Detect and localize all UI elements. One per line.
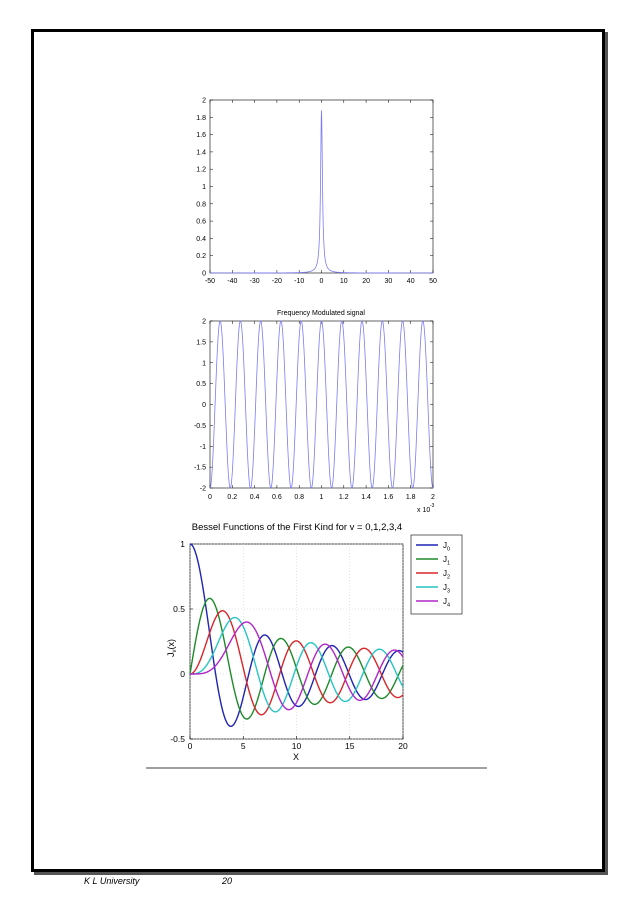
chart-bessel-xtick-label: 0 (187, 741, 193, 751)
chart-bessel-ytick-label: 0 (180, 669, 185, 679)
chart-bessel-title: Bessel Functions of the First Kind for v = 0,1,2,3,4 (191, 522, 403, 533)
chart-fm-title: Frequency Modulated signal (277, 310, 365, 317)
chart-fm-xtick-label: 1 (319, 494, 324, 501)
chart-bessel-ytick-label: 1 (180, 539, 185, 549)
chart-bessel-legend-box (411, 535, 462, 614)
chart-fm-ytick-label: 1.5 (196, 339, 206, 347)
chart-spectrum-ytick-label: 0.6 (196, 218, 206, 226)
chart-fm-ytick-label: 0 (202, 402, 206, 409)
chart-spectrum-ytick-label: 2 (202, 97, 206, 105)
chart-bessel-ytick-label: -0.5 (170, 734, 185, 744)
chart-bessel-xtick-label: 20 (398, 741, 408, 751)
chart-fm-xtick-label: 1.4 (361, 494, 371, 501)
chart-spectrum-xtick-label: -50 (204, 278, 216, 285)
chart-fm-xtick-label: 0 (208, 494, 212, 501)
chart-spectrum-xtick-label: -30 (249, 278, 260, 285)
chart-fm-xtick-label: 1.8 (405, 494, 416, 501)
chart-fm-ytick-label: 2 (202, 318, 206, 326)
chart-bessel-xlabel: X (292, 752, 300, 762)
chart-fm-ytick-label: -0.5 (193, 422, 206, 430)
chart-fm-xtick-label: 1.2 (338, 494, 349, 501)
chart-spectrum-xtick-label: -10 (294, 278, 305, 285)
chart-spectrum-xtick-label: 50 (429, 278, 437, 285)
chart-fm-signal (194, 310, 435, 514)
chart-fm-x-exponent-power: -3 (430, 503, 435, 509)
chart-bessel-ylabel-paren: (x) (166, 639, 176, 650)
chart-fm-xtick-label: 1.6 (383, 494, 394, 501)
chart-fm-xtick-label: 0.4 (249, 494, 260, 501)
chart-spectrum-ytick-label: 1.6 (196, 132, 206, 140)
chart-bessel-ylabel-sub: v (172, 649, 178, 653)
footer-page-number: 20 (222, 876, 233, 886)
chart-bessel-ylabel (166, 639, 178, 657)
chart-spectrum-xtick-label: -40 (227, 278, 238, 285)
chart-spectrum-ytick-label: 0.2 (196, 253, 206, 261)
chart-spectrum-ytick-label: 0.4 (196, 235, 206, 243)
chart-spectrum-ytick-label: 1.2 (196, 166, 206, 174)
chart-fm-ytick-label: 0.5 (196, 381, 206, 389)
chart-bessel-legend-label-3: $J_3$ (443, 583, 451, 595)
chart-spectrum-ytick-label: 1.8 (196, 114, 206, 122)
chart-bessel (166, 522, 462, 762)
chart-spectrum-ytick-label: 0.8 (196, 201, 206, 209)
chart-spectrum-xtick-label: 30 (384, 278, 393, 285)
chart-bessel-legend (411, 535, 462, 614)
chart-bessel-legend-label-4: $J_4$ (443, 597, 451, 609)
chart-fm-xtick-label: 0.8 (294, 494, 305, 501)
chart-fm-x-exponent: x 10 (417, 507, 431, 514)
chart-bessel-legend-label-0: $J_0$ (443, 541, 451, 553)
chart-bessel-xtick-label: 10 (291, 741, 302, 751)
chart-fm-xtick-label: 0.6 (272, 494, 282, 501)
chart-bessel-ytick-label: 0.5 (173, 604, 185, 614)
chart-spectrum (196, 98, 437, 286)
svg-text:Jv(x) (166, 639, 178, 657)
chart-spectrum-xtick-label: 40 (406, 278, 415, 285)
chart-fm-xtick-label: 2 (431, 494, 435, 501)
footer-university: K L University (84, 876, 140, 886)
chart-spectrum-xtick-label: 20 (362, 278, 370, 285)
chart-bessel-legend-label-2: $J_2$ (443, 569, 451, 581)
chart-spectrum-xtick-label: 10 (339, 278, 348, 285)
chart-fm-ytick-label: -2 (199, 485, 206, 493)
chart-bessel-xtick-label: 5 (240, 741, 246, 751)
chart-bessel-xtick-label: 15 (345, 741, 355, 751)
chart-bessel-ylabel-main: J (166, 652, 176, 657)
chart-fm-axes (210, 321, 433, 488)
chart-spectrum-xtick-label: -20 (271, 278, 282, 285)
chart-fm-ytick-label: 1 (202, 360, 206, 368)
chart-spectrum-ytick-label: 0 (202, 270, 206, 278)
chart-fm-ytick-label: -1 (199, 443, 206, 451)
chart-spectrum-ytick-label: 1.4 (196, 149, 206, 157)
chart-fm-ytick-label: -1.5 (193, 464, 206, 472)
chart-fm-xtick-label: 0.2 (227, 494, 238, 501)
chart-spectrum-xtick-label: 0 (319, 278, 324, 285)
chart-bessel-legend-label-1: $J_1$ (443, 555, 451, 567)
chart-spectrum-ytick-label: 1 (202, 184, 206, 191)
